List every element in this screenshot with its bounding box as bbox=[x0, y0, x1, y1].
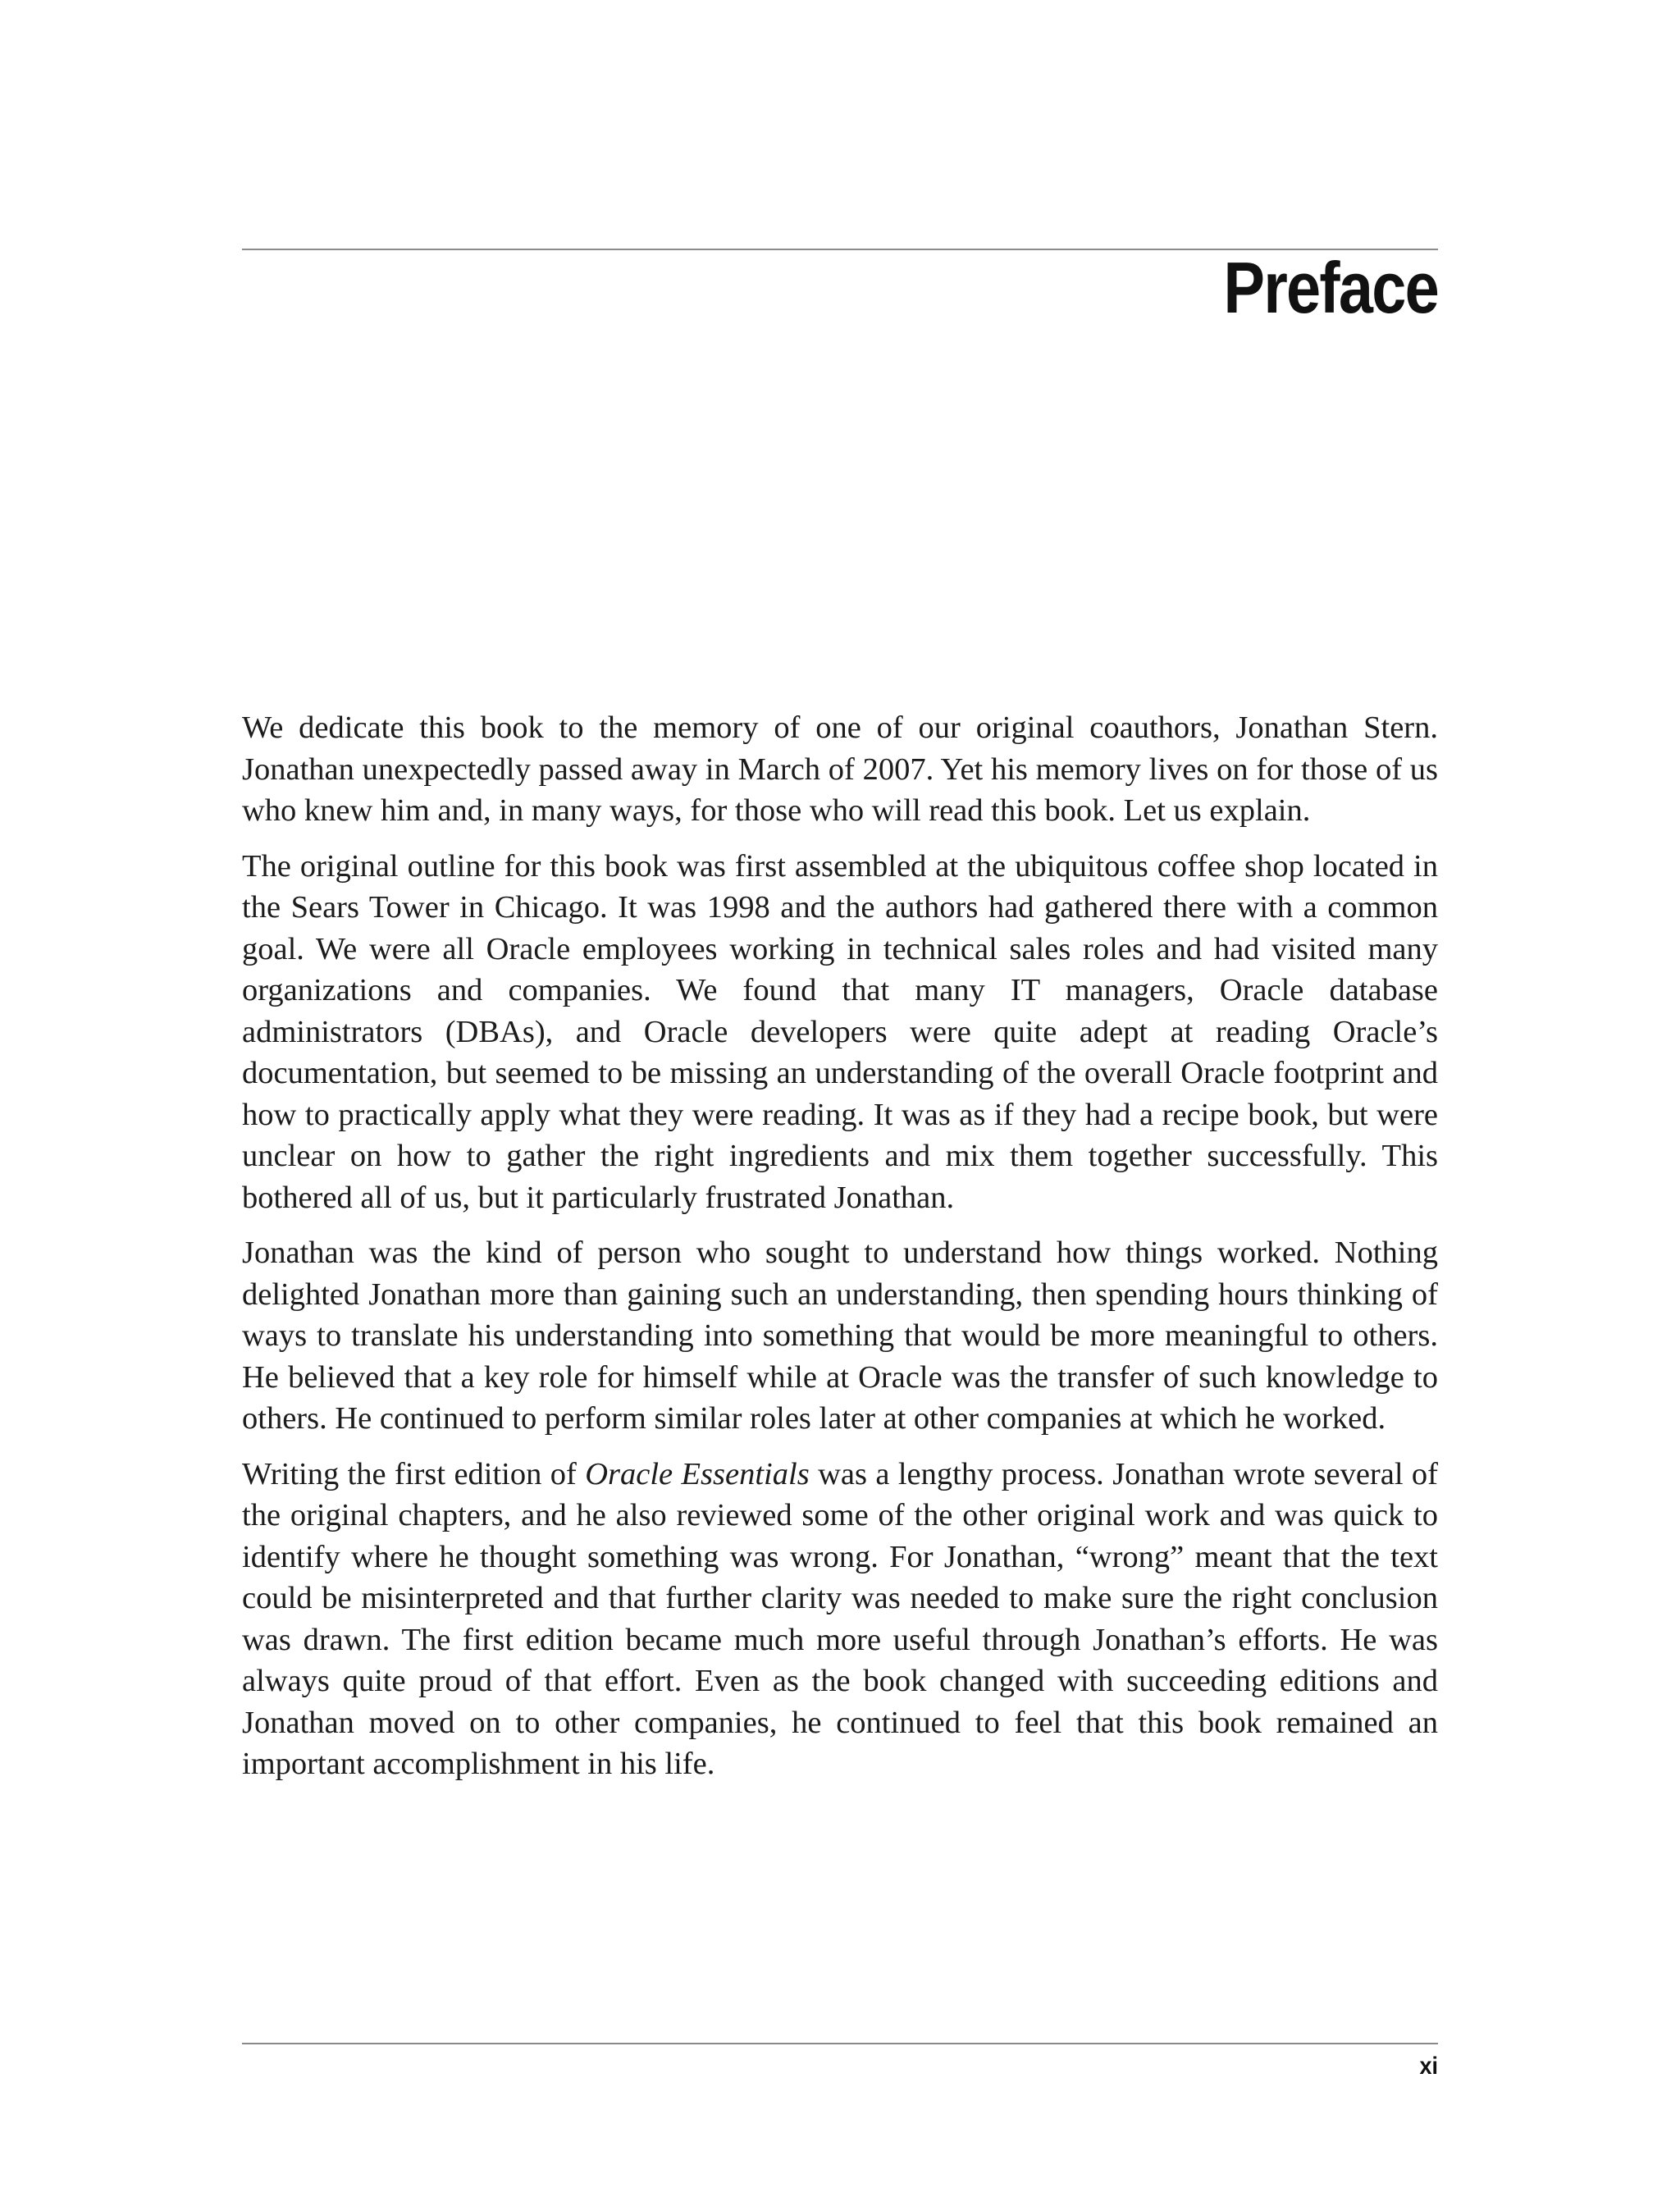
book-title-italic: Oracle Essentials bbox=[585, 1456, 810, 1491]
preface-body bbox=[242, 707, 1438, 1799]
page-number: xi bbox=[1419, 2053, 1438, 2080]
paragraph-first-edition-rest: was a lengthy process. Jonathan wrote several of the original chapters, and he also reviewed some of the other original work and was quick to identify where he thought something was wrong. For Jonathan, “wrong” meant that the text could be misinterpreted and that further clarity was needed to make sure the right conclusion was drawn. The first edition became much more useful through Jonathan’s efforts. He was always quite proud of that effort. Even as the book changed with succeeding editions and Jonathan moved on to other companies, he continued to feel that this book remained an important accomplishment in his life. bbox=[242, 1456, 1438, 1781]
paragraph-origin: The original outline for this book was first assembled at the ubiquitous coffee shop located in the Sears Tower in Chicago. It was 1998 and the authors had gathered there with a common goal. We were all Oracle employees working in technical sales roles and had visited many organizations and companies. We found that many IT managers, Oracle database administrators (DBAs), and Oracle developers were quite adept at reading Oracle’s documentation, but seemed to be missing an understanding of the overall Oracle footprint and how to practically apply what they were reading. It was as if they had a recipe book, but were unclear on how to gather the right ingredients and mix them together successfully. This bothered all of us, but it particularly frustrated Jonathan. bbox=[242, 848, 1438, 1215]
paragraph-dedication: We dedicate this book to the memory of one of our original coauthors, Jonathan Stern. Jonathan unexpectedly passed away in March of 2007. Yet his memory lives on for those of us who knew him and, in many ways, for those who will read this book. Let us explain. bbox=[242, 710, 1438, 828]
paragraph-first-edition bbox=[242, 1454, 1438, 1785]
footer-rule bbox=[242, 2043, 1438, 2044]
chapter-title: Preface bbox=[1223, 247, 1438, 328]
paragraph-first-edition-lead: Writing the first edition of bbox=[242, 1456, 586, 1491]
paragraph-jonathan: Jonathan was the kind of person who sought to understand how things worked. Nothing delighted Jonathan more than gaining such an understanding, then spending hours thinking of ways to translate his understanding into something that would be more meaningful to others. He believed that a key role for himself while at Oracle was the transfer of such knowledge to others. He continued to perform similar roles later at other companies at which he worked. bbox=[242, 1235, 1438, 1436]
